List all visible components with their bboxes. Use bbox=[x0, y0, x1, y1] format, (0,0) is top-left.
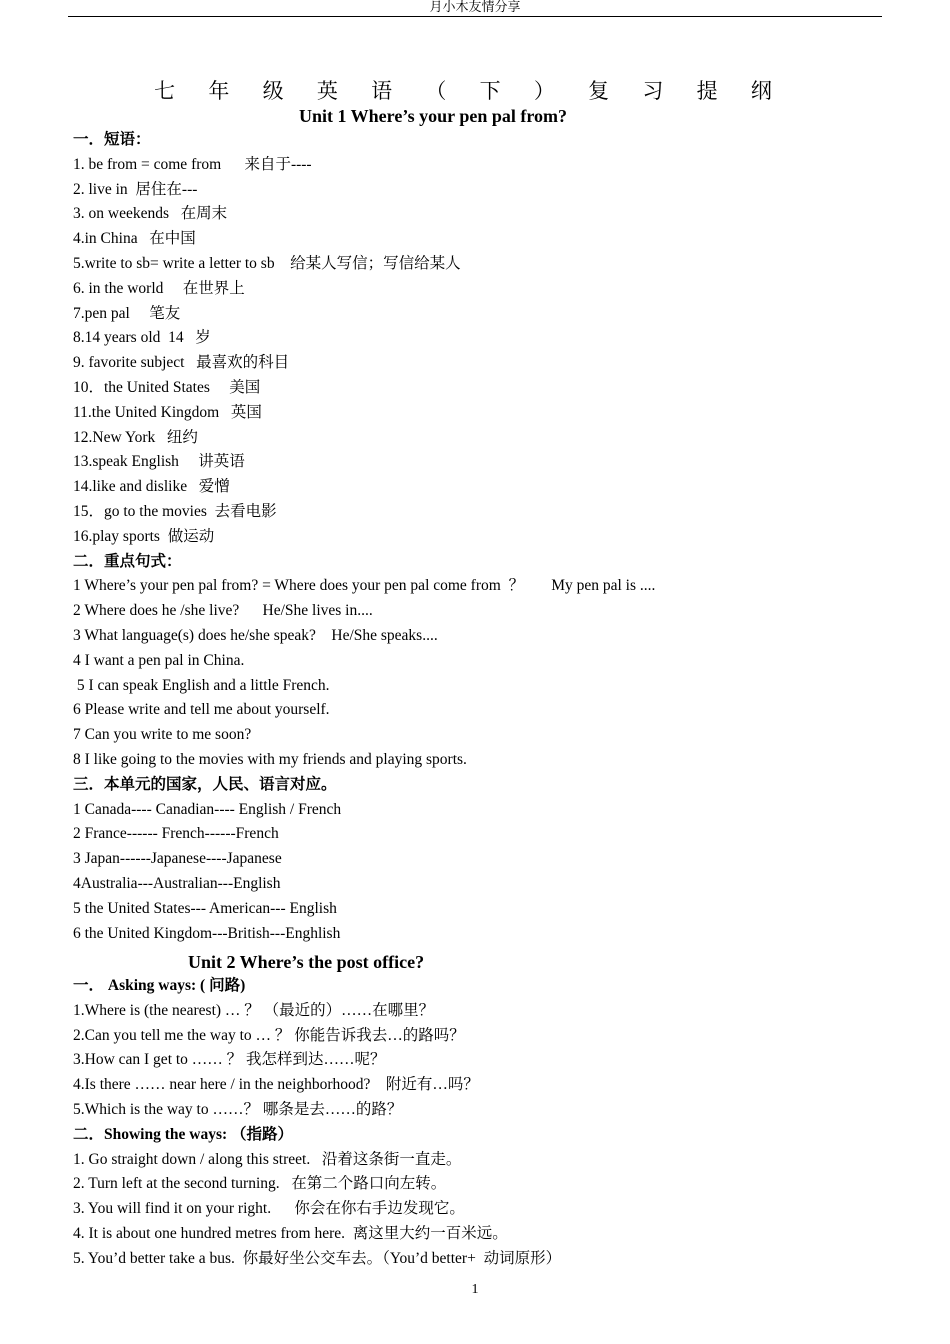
asking-item: 3.How can I get to …… ？ 我怎样到达……呢？ bbox=[73, 1051, 386, 1069]
unit2-asking-heading: 一． Asking ways: ( 问路) bbox=[73, 977, 246, 994]
unit2-title: Unit 2 Where’s the post office? bbox=[188, 952, 425, 972]
phrase-item: 5.write to sb= write a letter to sb 给某人写信；写信给某人 bbox=[73, 255, 461, 272]
page-number: 1 bbox=[471, 1282, 479, 1297]
asking-item: 5.Which is the way to ……？ 哪条是去……的路？ bbox=[73, 1101, 403, 1118]
phrase-item: 3. on weekends 在周末 bbox=[73, 205, 228, 223]
phrase-item: 12.New York 纽约 bbox=[73, 428, 198, 446]
phrase-item: 15．go to the movies 去看电影 bbox=[73, 503, 277, 520]
sentence-item: 1 Where’s your pen pal from? = Where does your pen pal come from ？ My pen pal is .... bbox=[73, 577, 656, 595]
sentence-item: 3 What language(s) does he/she speak? He/She speaks.... bbox=[73, 627, 438, 644]
sentence-item: 5 I can speak English and a little French. bbox=[73, 676, 330, 694]
phrase-item: 16.play sports 做运动 bbox=[73, 527, 215, 545]
asking-item: 1.Where is (the nearest) … ？ （最近的）……在哪里？ bbox=[73, 1001, 435, 1019]
showing-item: 4. It is about one hundred metres from here. 离这里大约一百米远。 bbox=[73, 1225, 508, 1242]
page-header: 月小木友情分享 bbox=[429, 0, 521, 14]
country-item: 4Australia---Australian---English bbox=[73, 875, 281, 892]
unit1-title: Unit 1 Where’s your pen pal from? bbox=[298, 106, 567, 126]
asking-item: 4.Is there …… near here / in the neighborhood? 附近有…吗？ bbox=[73, 1076, 479, 1094]
sentence-item: 6 Please write and tell me about yourself. bbox=[73, 701, 330, 719]
unit1-sentences-heading: 二．重点句式： bbox=[73, 552, 182, 570]
showing-item: 3. You will find it on your right. 你会在你右手边发现它。 bbox=[73, 1200, 465, 1218]
country-item: 6 the United Kingdom---British---Enghlish bbox=[73, 924, 341, 942]
sentence-item: 2 Where does he /she live? He/She lives in.... bbox=[73, 602, 373, 620]
phrase-item: 1. be from = come from 来自于---- bbox=[73, 155, 312, 173]
showing-item: 5. You’d better take a bus. 你最好坐公交车去。（You’d better+ 动词原形） bbox=[73, 1249, 562, 1267]
phrase-item: 14.like and dislike 爱憎 bbox=[73, 478, 230, 496]
sentence-item: 4 I want a pen pal in China. bbox=[73, 651, 245, 669]
showing-item: 2. Turn left at the second turning. 在第二个路口向左转。 bbox=[73, 1175, 447, 1193]
phrase-item: 11.the United Kingdom 英国 bbox=[73, 403, 262, 421]
header-divider bbox=[68, 16, 882, 17]
sentence-item: 8 I like going to the movies with my friends and playing sports. bbox=[73, 751, 467, 768]
phrase-item: 7.pen pal 笔友 bbox=[73, 304, 181, 322]
phrase-item: 4.in China 在中国 bbox=[73, 230, 196, 248]
phrase-item: 6. in the world 在世界上 bbox=[73, 279, 245, 297]
unit2-showing-heading: 二．Showing the ways: （指路） bbox=[73, 1125, 294, 1143]
sentence-item: 7 Can you write to me soon? bbox=[73, 726, 252, 744]
unit1-phrases-heading: 一．短语： bbox=[73, 131, 151, 148]
document-title: 七 年 级 英 语 （ 下 ） 复 习 提 纲 bbox=[154, 79, 786, 103]
phrase-item: 10．the United States 美国 bbox=[73, 379, 261, 396]
country-item: 2 France------ French------French bbox=[73, 825, 279, 843]
phrase-item: 2. live in 居住在--- bbox=[73, 180, 198, 198]
country-item: 3 Japan------Japanese----Japanese bbox=[73, 850, 282, 868]
showing-item: 1. Go straight down / along this street. 沿着这条街一直走。 bbox=[73, 1150, 462, 1168]
phrase-item: 13.speak English 讲英语 bbox=[73, 453, 245, 471]
unit1-countries-heading: 三．本单元的国家，人民、语言对应。 bbox=[73, 775, 337, 793]
country-item: 1 Canada---- Canadian---- English / French bbox=[73, 800, 342, 818]
phrase-item: 9. favorite subject 最喜欢的科目 bbox=[73, 354, 290, 372]
phrase-item: 8.14 years old 14 岁 bbox=[73, 329, 211, 347]
country-item: 5 the United States--- American--- English bbox=[73, 899, 337, 917]
asking-item: 2.Can you tell me the way to … ？ 你能告诉我去…的路吗？ bbox=[73, 1026, 465, 1044]
